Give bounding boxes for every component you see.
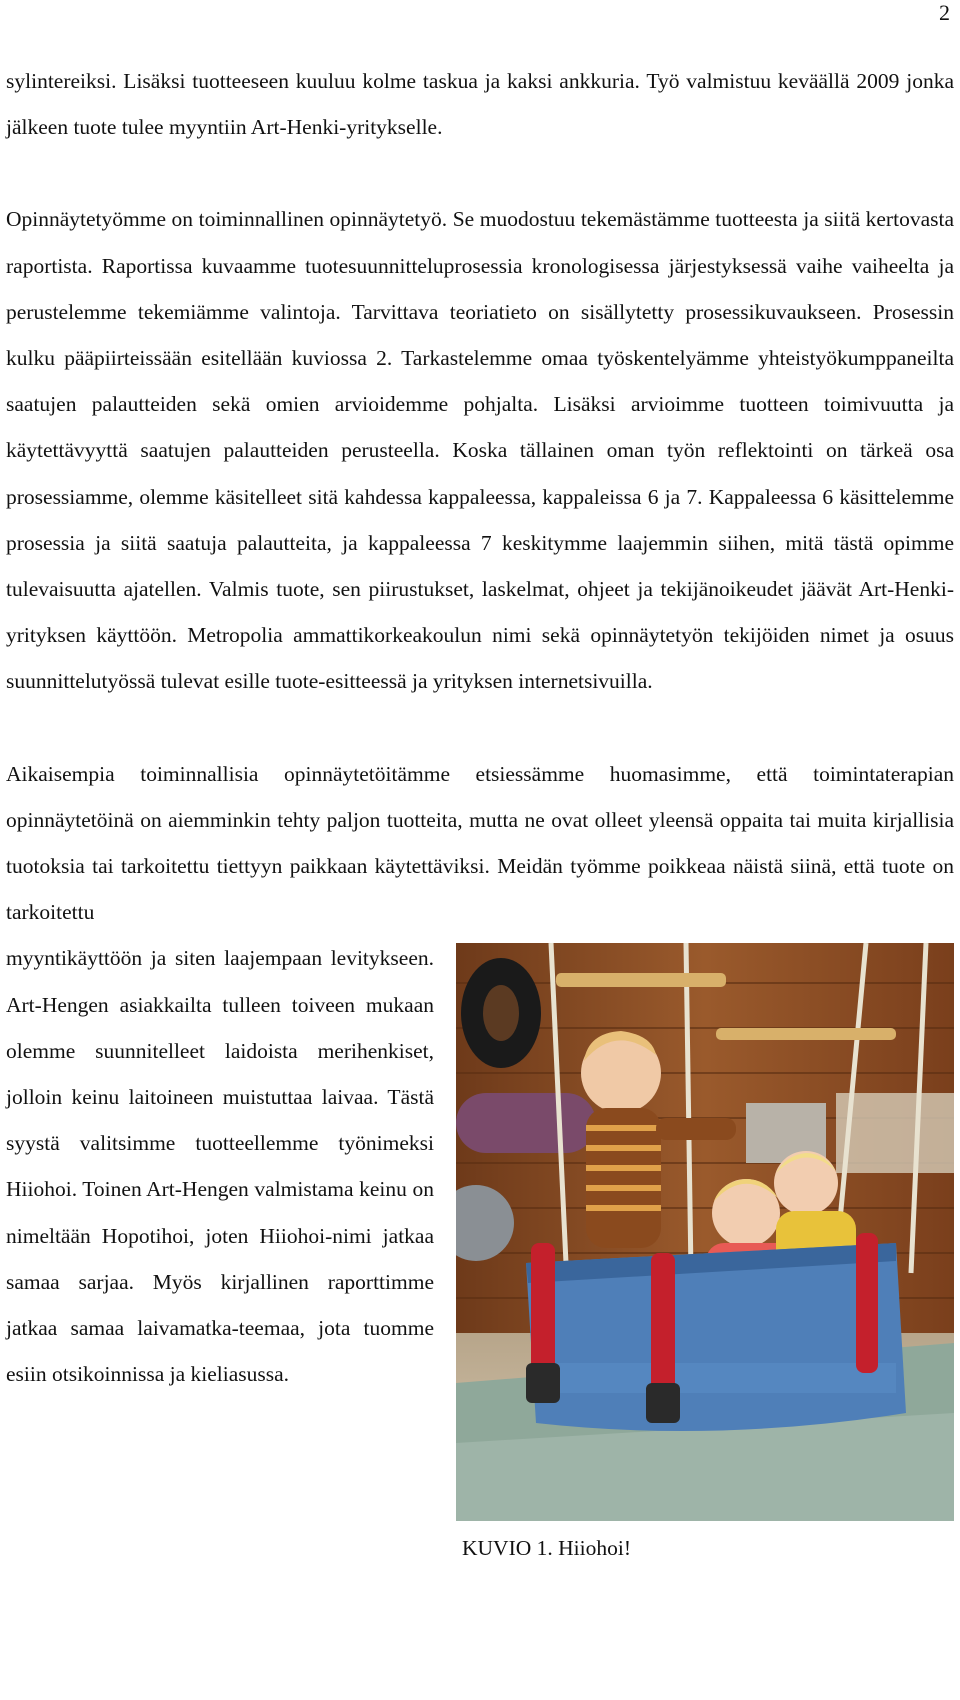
document-body <box>6 58 954 1561</box>
paragraph-3-block <box>6 751 954 1562</box>
figure-caption: KUVIO 1. Hiiohoi! <box>462 1536 631 1561</box>
paragraph-2: Opinnäytetyömme on toiminnallinen opinnäytetyö. Se muodostuu tekemästämme tuotteesta ja siitä kertovasta raportista. Raportissa kuvaamme tuotesuunnitteluprosessia kronologisessa järjestyksessä vaihe vaiheelta ja perustelemme tekemiämme valintoja. Tarvittava teoriatieto on sisällytetty prosessikuvaukseen. Prosessin kulku pääpiirteissään esitellään kuviossa 2. Tarkastelemme omaa työskentelyämme yhteistyökumppaneilta saatujen palautteiden sekä omien arvioidemme pohjalta. Lisäksi arvioimme tuotteen toimivuutta ja käytettävyyttä saatujen palautteiden perusteella. Koska tällainen oman työn reflektointi on tärkeä osa prosessiamme, olemme käsitelleet sitä kahdessa kappaleessa, kappaleissa 6 ja 7. Kappaleessa 6 käsittelemme prosessia ja siitä saatuja palautteita, ja kappaleessa 7 keskitymme laajemmin siihen, mitä tästä opimme tulevaisuutta ajatellen. Valmis tuote, sen piirustukset, laskelmat, ohjeet ja tekijänoikeudet jäävät Art-Henki-yrityksen käyttöön. Metropolia ammattikorkeakoulun nimi sekä opinnäytetyön tekijöiden nimet ja osuus suunnittelutyössä tulevat esille tuote-esitteessä ja yrityksen internetsivuilla. <box>6 207 954 694</box>
paragraph-1: sylintereiksi. Lisäksi tuotteeseen kuuluu kolme taskua ja kaksi ankkuria. Työ valmistuu keväällä 2009 jonka jälkeen tuote tulee myyntiin Art-Henki-yritykselle. <box>6 69 954 140</box>
page-number: 2 <box>939 0 950 25</box>
swing-photo <box>456 943 954 1521</box>
paragraph-3-start: Aikaisempia toiminnallisia opinnäytetöitämme etsiessämme huomasimme, että toimintaterapian opinnäytetöinä on aiemminkin tehty paljon tuotteita, mutta ne ovat olleet yleensä oppaita tai muita kirjallisia tuotoksia tai tarkoitettu tiettyyn paikkaan käytettäviksi. Meidän työmme poikkeaa näistä siinä, että tuote on tarkoitettu <box>6 761 954 925</box>
paragraph-3-wrap: myyntikäyttöön ja siten laajempaan levitykseen. Art-Hengen asiakkailta tulleen toiveen mukaan olemme suunnitelleet laidoista merihenkiset, jolloin keinu laitoineen muistuttaa laivaa. Tästä syystä valitsimme tuotteellemme työnimeksi Hiiohoi. Toinen Art-Hengen valmistama keinu on nimeltään Hopotihoi, joten Hiiohoi-nimi jatkaa samaa sarjaa. Myös kirjallinen raporttimme jatkaa samaa laivamatka-teemaa, jota tuomme esiin otsikoinnissa ja kieliasussa. <box>6 946 434 1387</box>
figure-hiiohoi <box>456 943 954 1561</box>
